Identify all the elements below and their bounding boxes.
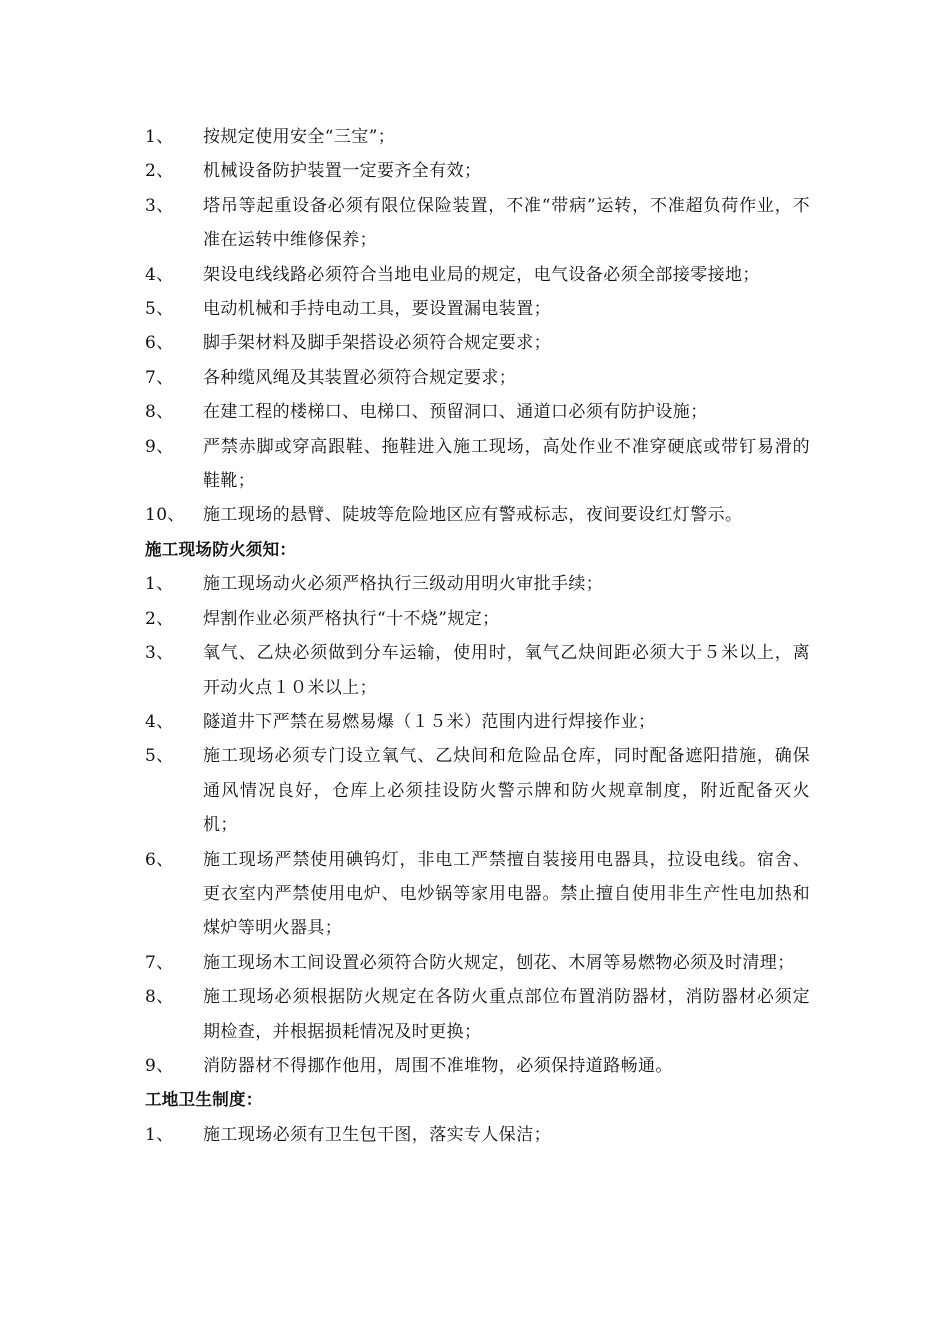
item-text: 施工现场必须专门设立氧气、乙炔间和危险品仓库，同时配备遮阳措施，确保通风情况良好，仓库上必须挂设防火警示牌和防火规章制度，附近配备灭火机； <box>203 746 810 836</box>
list-item <box>145 120 810 154</box>
list-item <box>145 154 810 188</box>
item-number: 5、 <box>145 299 174 320</box>
list-item <box>145 361 810 395</box>
hygiene-rules-list <box>145 1118 810 1152</box>
item-number: 10、 <box>145 505 185 526</box>
item-text: 施工现场必须根据防火规定在各防火重点部位布置消防器材，消防器材必须定期检查，并根据损耗情况及时更换； <box>203 987 810 1042</box>
list-item <box>145 567 810 601</box>
item-number: 1、 <box>145 574 174 595</box>
list-item <box>145 430 810 499</box>
item-text: 氧气、乙炔必须做到分车运输，使用时，氧气乙炔间距必须大于５米以上，离开动火点１０米以上； <box>203 643 810 698</box>
item-number: 6、 <box>145 333 174 354</box>
list-item <box>145 1049 810 1083</box>
item-text: 消防器材不得挪作他用，周围不准堆物，必须保持道路畅通。 <box>203 1055 673 1076</box>
item-number: 7、 <box>145 952 174 973</box>
fire-rules-list <box>145 567 810 1083</box>
item-number: 4、 <box>145 264 174 285</box>
item-text: 施工现场动火必须严格执行三级动用明火审批手续； <box>203 574 604 595</box>
item-text: 在建工程的楼梯口、电梯口、预留洞口、通道口必须有防护设施； <box>203 402 708 423</box>
item-text: 各种缆风绳及其装置必须符合规定要求； <box>203 367 517 388</box>
item-number: 9、 <box>145 436 174 457</box>
list-item <box>145 189 810 258</box>
item-number: 1、 <box>145 1124 174 1145</box>
item-text: 隧道井下严禁在易燃易爆（１５米）范围内进行焊接作业； <box>203 711 656 732</box>
item-text: 施工现场严禁使用碘钨灯，非电工严禁擅自装接用电器具，拉设电线。宿舍、更衣室内严禁使用电炉、电炒锅等家用电器。禁止擅自使用非生产性电加热和煤炉等明火器具； <box>203 849 810 939</box>
section-heading-hygiene: 工地卫生制度： <box>145 1090 263 1110</box>
item-text: 机械设备防护装置一定要齐全有效； <box>203 161 482 182</box>
list-item <box>145 258 810 292</box>
item-text: 施工现场木工间设置必须符合防火规定，刨花、木屑等易燃物必须及时清理； <box>203 952 795 973</box>
list-item <box>145 636 810 705</box>
item-number: 8、 <box>145 402 174 423</box>
item-number: 8、 <box>145 987 174 1008</box>
item-text: 焊割作业必须严格执行“十不烧”规定； <box>203 608 500 629</box>
item-number: 3、 <box>145 195 174 216</box>
list-item <box>145 292 810 326</box>
document-body <box>145 120 810 1152</box>
item-number: 6、 <box>145 849 174 870</box>
list-item <box>145 326 810 360</box>
item-number: 7、 <box>145 367 174 388</box>
safety-rules-list <box>145 120 810 533</box>
item-number: 4、 <box>145 711 174 732</box>
list-item <box>145 498 810 532</box>
list-item <box>145 602 810 636</box>
item-text: 电动机械和手持电动工具，要设置漏电装置； <box>203 299 551 320</box>
item-text: 脚手架材料及脚手架搭设必须符合规定要求； <box>203 333 551 354</box>
item-number: 2、 <box>145 161 174 182</box>
item-text: 施工现场必须有卫生包干图，落实专人保洁； <box>203 1124 551 1145</box>
item-number: 2、 <box>145 608 174 629</box>
list-item <box>145 980 810 1049</box>
list-item <box>145 705 810 739</box>
item-text: 严禁赤脚或穿高跟鞋、拖鞋进入施工现场，高处作业不准穿硬底或带钉易滑的鞋靴； <box>203 436 810 492</box>
item-number: 9、 <box>145 1055 174 1076</box>
item-text: 架设电线线路必须符合当地电业局的规定，电气设备必须全部接零接地； <box>203 264 760 285</box>
item-text: 按规定使用安全“三宝”； <box>203 127 396 147</box>
item-text: 施工现场的悬臂、陡坡等危险地区应有警戒标志，夜间要设红灯警示。 <box>203 505 743 526</box>
item-text: 塔吊等起重设备必须有限位保险装置，不准“带病”运转，不准超负荷作业，不准在运转中维修保养； <box>203 195 810 251</box>
item-number: 3、 <box>145 643 174 664</box>
list-item <box>145 946 810 980</box>
list-item <box>145 395 810 429</box>
list-item <box>145 843 810 946</box>
item-number: 1、 <box>145 127 174 147</box>
list-item <box>145 739 810 842</box>
item-number: 5、 <box>145 746 174 767</box>
list-item <box>145 1118 810 1152</box>
section-heading-fire: 施工现场防火须知： <box>145 539 297 559</box>
